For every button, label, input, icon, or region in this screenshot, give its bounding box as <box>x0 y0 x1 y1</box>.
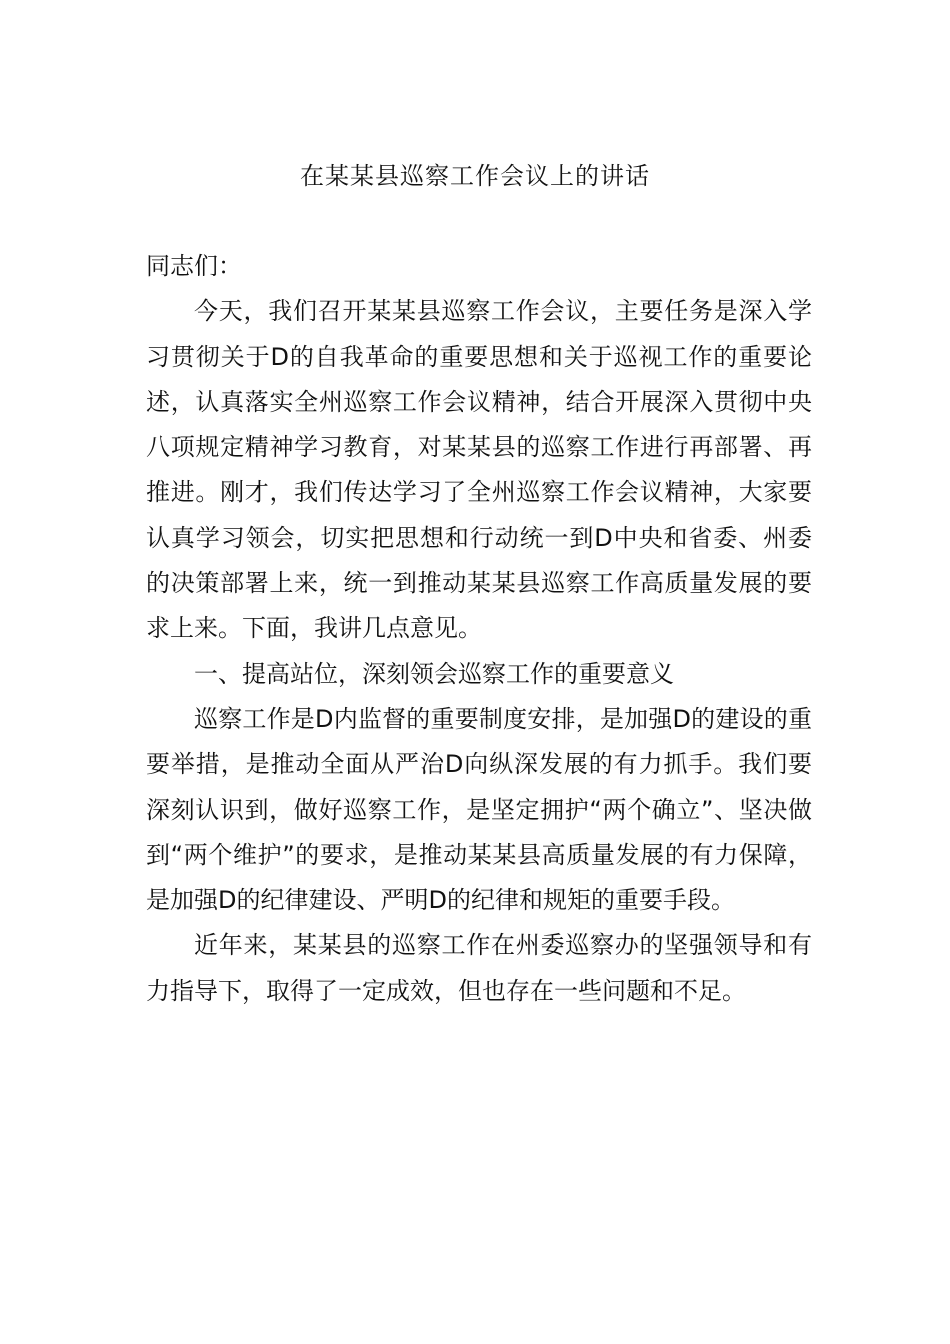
salutation: 同志们： <box>146 252 242 280</box>
section-heading-1: 一、提高站位，深刻领会巡察工作的重要意义 <box>194 659 674 688</box>
paragraph-recent-years: 近年来，某某县的巡察工作在州委巡察办的坚强领导和有力指导下，取得了一定成效，但也存在一些问题和不足。 <box>146 931 812 1005</box>
paragraph-opening: 今天，我们召开某某县巡察工作会议，主要任务是深入学习贯彻关于D的自我革命的重要思想和关于巡视工作的重要论述，认真落实全州巡察工作会议精神，结合开展深入贯彻中央八项规定精神学习教育，对某某县的巡察工作进行再部署、再推进。刚才，我们传达学习了全州巡察工作会议精神，大家要认真学习领会，切实把思想和行动统一到D中央和省委、州委的决策部署上来，统一到推动某某县巡察工作高质量发展的要求上来。下面，我讲几点意见。 <box>146 297 812 643</box>
paragraph-significance: 巡察工作是D内监督的重要制度安排，是加强D的建设的重要举措，是推动全面从严治D向纵深发展的有力抓手。我们要深刻认识到，做好巡察工作，是坚定拥护“两个确立”、坚决做到“两个维护”的要求，是推动某某县高质量发展的有力保障，是加强D的纪律建设、严明D的纪律和规矩的重要手段。 <box>146 704 812 915</box>
document-title: 在某某县巡察工作会议上的讲话 <box>300 162 650 190</box>
document-body <box>146 244 812 1014</box>
